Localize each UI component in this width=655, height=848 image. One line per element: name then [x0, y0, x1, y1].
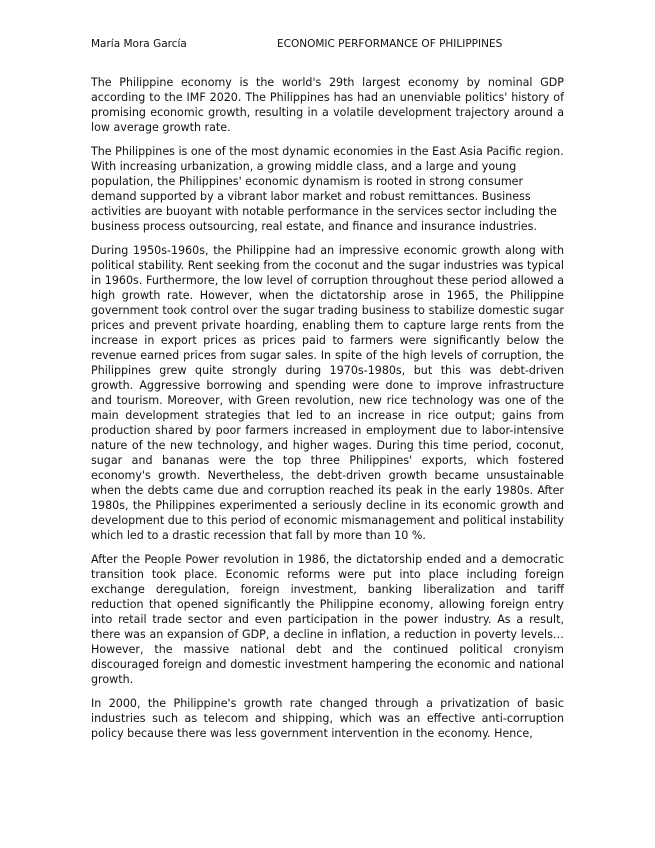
- paragraph-history-1950s-1980s: During 1950s-1960s, the Philippine had an impressive economic growth along with political stability. Rent seeking from the coconut and the sugar industries was typical in 1960s. Furthermore, the low level of corruption throughout these period allowed a high growth rate. However, when the dictatorship arose in 1965, the Philippine government took control over the sugar trading business to stabilize domestic sugar prices and prevent private hoarding, enabling them to capture large rents from the increase in export prices as prices paid to farmers were significantly below the revenue earned prices from sugar sales. In spite of the high levels of corruption, the Philippines grew quite strongly during 1970s-1980s, but this was debt-driven growth. Aggressive borrowing and spending were done to improve infrastructure and tourism. Moreover, with Green revolution, new rice technology was one of the main development strategies that led to an increase in rice output; gains from production shared by poor farmers increased in employment due to labor-intensive nature of the new technology, and higher wages. During this time period, coconut, sugar and bananas were the top three Philippines' exports, which fostered economy's growth. Nevertheless, the debt-driven growth became unsustainable when the debts came due and corruption reached its peak in the early 1980s. After 1980s, the Philippines experimented a seriously decline in its economic growth and development due to this period of economic mismanagement and political instability which led to a drastic recession that fall by more than 10 %.: [91, 244, 564, 542]
- author-name: María Mora García: [91, 38, 187, 50]
- paragraph-dynamic-economy: The Philippines is one of the most dynamic economies in the East Asia Pacific region. With increasing urbanization, a growing middle class, and a large and young population, the Philippines' economic dynamism is rooted in strong consumer demand supported by a vibrant labor market and robust remittances. Business activities are buoyant with notable performance in the services sector including the business process outsourcing, real estate, and finance and insurance industries.: [91, 145, 564, 233]
- page-header: [91, 38, 564, 54]
- paragraph-people-power: After the People Power revolution in 1986, the dictatorship ended and a democratic transition took place. Economic reforms were put into place including foreign exchange deregulation, foreign investment, banking liberalization and tariff reduction that opened significantly the Philippine economy, allowing foreign entry into retail trade sector and even participation in the power industry. As a result, there was an expansion of GDP, a decline in inflation, a reduction in poverty levels… However, the massive national debt and the continued political cronyism discouraged foreign and domestic investment hampering the economic and national growth.: [91, 553, 564, 686]
- document-title: ECONOMIC PERFORMANCE OF PHILIPPINES: [277, 38, 503, 50]
- document-body: [91, 75, 564, 750]
- paragraph-2000s: In 2000, the Philippine's growth rate changed through a privatization of basic industries such as telecom and shipping, which was an effective anti-corruption policy because there was less government intervention in the economy. Hence,: [91, 697, 564, 740]
- paragraph-intro: The Philippine economy is the world's 29th largest economy by nominal GDP according to the IMF 2020. The Philippines has had an unenviable politics' history of promising economic growth, resulting in a volatile development trajectory around a low average growth rate.: [91, 76, 564, 134]
